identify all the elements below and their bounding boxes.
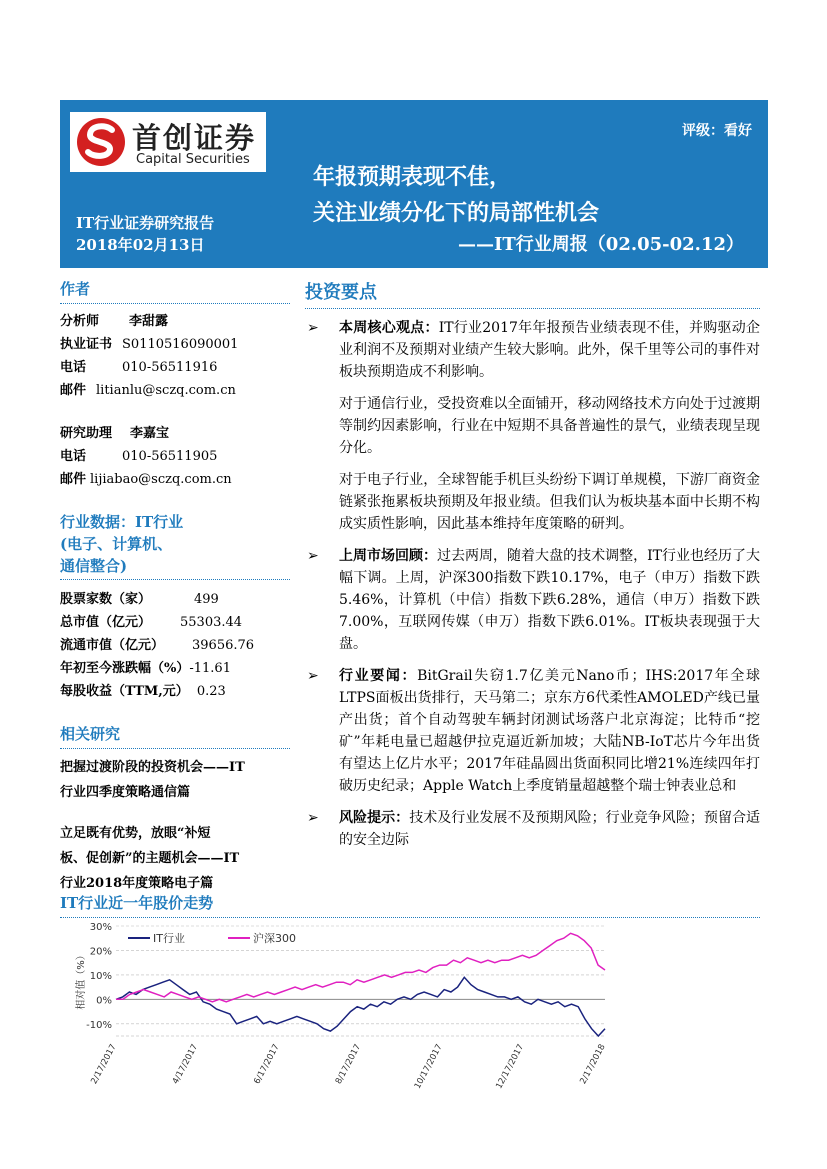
- related-report-2-line1: 立足既有优势，放眼“补短: [60, 826, 211, 841]
- authors-heading: 作者: [60, 278, 290, 304]
- related-report-1[interactable]: [60, 755, 290, 805]
- stat-label: 股票家数（家）: [60, 592, 152, 607]
- legend-label: 沪深300: [253, 932, 296, 945]
- bullet-text: BitGrail失窃1.7亿美元Nano币；IHS:2017年全球LTPS面板出货排行，天马第二；京东方6代柔性AMOLED产线已量产出货；首个自动驾驶车辆封闭测试场落户北京海淀；比特币“挖矿”年耗电量已超越伊拉克逼近新加坡；大陆NB-IoT芯片今年出货有望达上亿片水平；2017年硅晶圆出货面积同比增21%连续四年打破历史纪录；Apple Watch上季度销量超越整个瑞士钟表业总和: [339, 668, 760, 794]
- x-tick-label: 6/17/2017: [252, 1042, 282, 1086]
- x-tick-label: 12/17/2017: [494, 1042, 527, 1091]
- company-logo: [70, 112, 266, 172]
- related-report-1-line1: 把握过渡阶段的投资机会——IT: [60, 760, 245, 775]
- cert-number: S0110516090001: [122, 337, 239, 352]
- cert-label: 执业证书: [60, 337, 113, 352]
- phone-row: [60, 356, 290, 379]
- bullet-risk: [305, 807, 760, 851]
- email2-link[interactable]: lijiabao@sczq.com.cn: [90, 472, 232, 487]
- bullet-lead: 风险提示：: [339, 810, 410, 826]
- stat-label: 年初至今涨跌幅（%）: [60, 661, 190, 676]
- stat-value: 499: [194, 592, 219, 607]
- report-title-line1: 年报预期表现不佳，: [313, 164, 512, 190]
- phone2-value: 010-56511905: [122, 449, 218, 464]
- industry-heading-line3: 通信整合): [60, 555, 290, 580]
- stat-row: [60, 680, 290, 703]
- bullet-text: IT行业2017年年报预告业绩表现不佳，并购驱动企业利润不及预期对业绩产生较大影响。此外，保千里等公司的事件对板块预期造成不利影响。: [339, 320, 760, 380]
- related-report-2[interactable]: [60, 821, 290, 896]
- right-column: [305, 278, 760, 861]
- email-link[interactable]: litianlu@sczq.com.cn: [96, 383, 236, 398]
- x-tick-label: 2/17/2017: [89, 1042, 119, 1086]
- stat-label: 流通市值（亿元）: [60, 638, 165, 653]
- stock-trend-chart: [60, 918, 640, 1093]
- rating: 评级：看好: [682, 123, 752, 139]
- stat-label: 每股收益（TTM,元）: [60, 684, 189, 699]
- x-tick-label: 8/17/2017: [333, 1042, 364, 1086]
- x-tick-label: 2/17/2018: [578, 1042, 608, 1086]
- phone2-row: [60, 445, 290, 468]
- stat-label: 总市值（亿元）: [60, 615, 152, 630]
- bullet-lead: 行业要闻：: [339, 668, 418, 684]
- report-date: 2018年02月13日: [76, 236, 205, 254]
- bullet-industry-news: [305, 665, 760, 797]
- report-subtitle: ——IT行业周报（02.05-02.12）: [457, 234, 744, 255]
- analyst-name: 李甜露: [129, 314, 169, 329]
- phone-label: 电话: [60, 360, 87, 375]
- chart-ylabel: 相对值（%）: [76, 950, 87, 1010]
- bullet-text: 技术及行业发展不及预期风险；行业竞争风险；预留合适的安全边际: [339, 810, 761, 848]
- cert-row: [60, 333, 290, 356]
- email2-row: [60, 468, 290, 491]
- chart-title: IT行业近一年股价走势: [60, 892, 760, 918]
- legend-label: IT行业: [153, 932, 185, 945]
- left-column: [60, 278, 290, 896]
- assistant-label: 研究助理: [60, 426, 113, 441]
- report-type: IT行业证券研究报告: [76, 214, 215, 232]
- report-title-line2: 关注业绩分化下的局部性机会: [313, 200, 600, 226]
- arrow-bullet-icon: ➢: [307, 320, 319, 336]
- bullet-lead: 本周核心观点：: [339, 320, 439, 336]
- investment-heading: 投资要点: [305, 278, 760, 309]
- y-tick-label: -10%: [86, 1019, 112, 1031]
- stat-value: 55303.44: [180, 615, 243, 630]
- y-tick-label: 20%: [89, 946, 112, 958]
- phone-value: 010-56511916: [122, 360, 218, 375]
- y-tick-label: 30%: [89, 922, 112, 933]
- industry-heading-line1: 行业数据：IT行业: [60, 513, 184, 531]
- analyst-label: 分析师: [60, 314, 100, 329]
- email2-label: 邮件: [60, 472, 87, 487]
- industry-heading: [60, 511, 290, 588]
- y-tick-label: 0%: [96, 995, 112, 1007]
- arrow-bullet-icon: ➢: [307, 810, 319, 826]
- stat-value: 0.23: [196, 684, 226, 699]
- bullet-market-review: [305, 545, 760, 655]
- arrow-bullet-icon: ➢: [307, 668, 319, 684]
- related-report-2-line2: 板、促创新”的主题机会——IT: [60, 851, 240, 866]
- related-report-1-line2: 行业四季度策略通信篇: [60, 785, 191, 800]
- series-line-it: [116, 977, 605, 1036]
- industry-heading-line2: (电子、计算机、: [60, 535, 173, 553]
- stat-value: -11.61: [189, 661, 231, 676]
- stat-value: 39656.76: [192, 638, 255, 653]
- bullet-text: 过去两周，随着大盘的技术调整，IT行业也经历了大幅下调。上周，沪深300指数下跌10.17%，电子（申万）指数下跌5.46%，计算机（中信）指数下跌6.28%，通信（申万）指数下跌7.00%，互联网传媒（申万）指数下跌6.01%。IT板块表现强于大盘。: [339, 548, 760, 652]
- stat-row: [60, 588, 290, 611]
- logo-s-mark-icon: [76, 117, 126, 167]
- email-label: 邮件: [60, 383, 87, 398]
- bullet-core-view: [305, 317, 760, 383]
- related-heading: 相关研究: [60, 723, 290, 749]
- bullet-lead: 上周市场回顾：: [339, 548, 438, 564]
- logo-english-name: Capital Securities: [136, 152, 250, 167]
- series-line-hs300: [116, 933, 605, 1002]
- related-report-2-line3: 行业2018年度策略电子篇: [60, 876, 214, 891]
- analyst-row: [60, 310, 290, 333]
- stat-row: [60, 634, 290, 657]
- assistant-row: [60, 422, 290, 445]
- email-row: [60, 379, 290, 402]
- arrow-bullet-icon: ➢: [307, 548, 319, 564]
- phone2-label: 电话: [60, 449, 87, 464]
- stat-row: [60, 657, 290, 680]
- paragraph-electronics: 对于电子行业，全球智能手机巨头纷纷下调订单规模，下游厂商资金链紧张拖累板块预期及年报业绩。但我们认为板块基本面中长期不构成实质性影响，因此基本维持年度策略的研判。: [339, 472, 760, 532]
- y-tick-label: 10%: [89, 970, 112, 982]
- x-tick-label: 10/17/2017: [412, 1042, 445, 1091]
- logo-chinese-name: 首创证券: [132, 121, 257, 155]
- assistant-name: 李嘉宝: [130, 426, 170, 441]
- paragraph-telecom: 对于通信行业，受投资难以全面铺开，移动网络技术方向处于过渡期等制约因素影响，行业在中短期不具备普遍性的景气，业绩表现呈现分化。: [339, 396, 760, 456]
- header-banner: [60, 100, 768, 268]
- x-tick-label: 4/17/2017: [170, 1042, 201, 1086]
- stat-row: [60, 611, 290, 634]
